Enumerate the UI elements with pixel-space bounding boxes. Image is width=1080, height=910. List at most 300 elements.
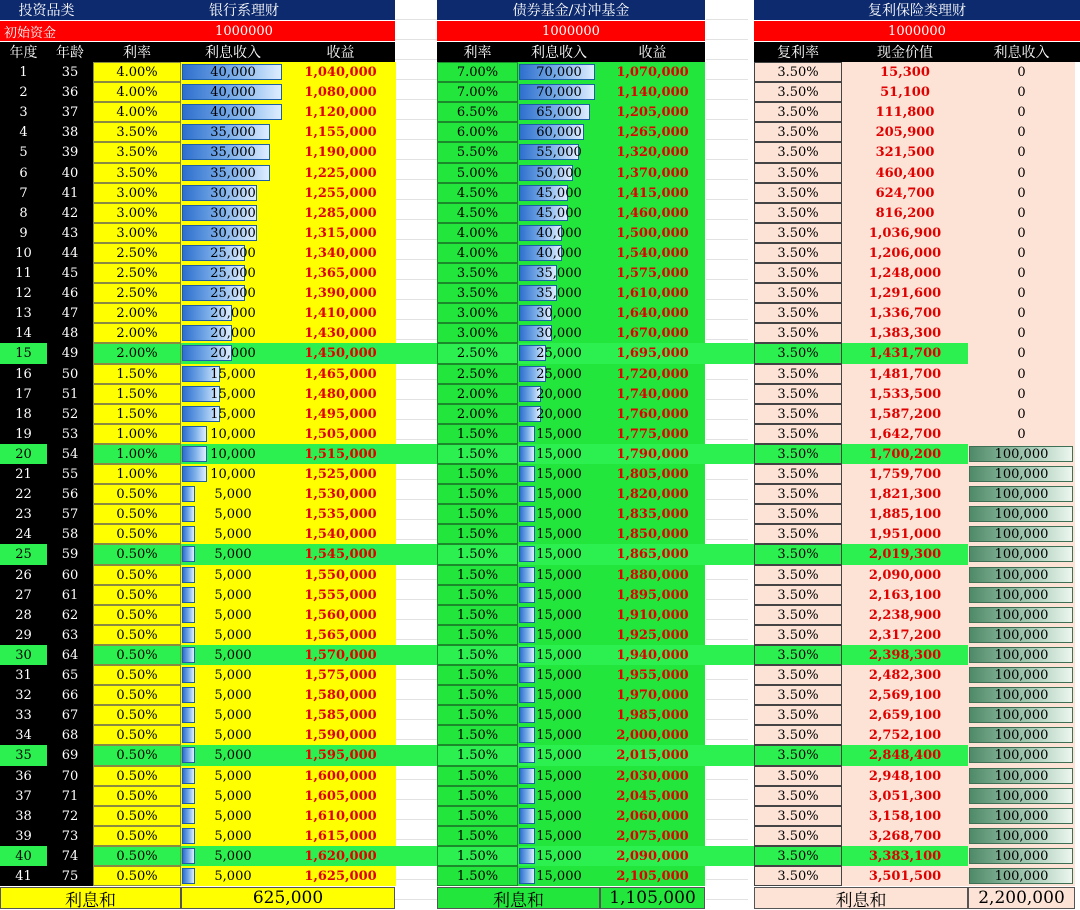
col-bank-rate[interactable] xyxy=(93,42,181,62)
ins-rate-cell[interactable] xyxy=(754,183,842,203)
bank-return-cell[interactable] xyxy=(285,283,396,303)
col-bank-interest[interactable] xyxy=(181,42,285,62)
bond-interest-cell[interactable] xyxy=(518,504,600,524)
bond-rate-cell[interactable] xyxy=(437,62,518,82)
ins-interest-cell[interactable] xyxy=(968,142,1075,163)
ins-cash-cell[interactable] xyxy=(842,565,968,585)
bank-rate-cell[interactable] xyxy=(93,524,181,544)
ins-interest-cell[interactable] xyxy=(968,424,1075,444)
ins-interest-cell[interactable] xyxy=(968,343,1075,364)
bond-rate-cell[interactable] xyxy=(437,183,518,203)
ins-rate-cell[interactable] xyxy=(754,766,842,786)
bond-return-cell[interactable] xyxy=(600,745,705,766)
ins-cash-cell[interactable] xyxy=(842,62,968,82)
year-cell[interactable] xyxy=(0,223,47,243)
ins-rate-cell[interactable] xyxy=(754,725,842,745)
ins-cash-cell[interactable] xyxy=(842,424,968,444)
age-cell[interactable] xyxy=(47,122,93,142)
bond-interest-cell[interactable] xyxy=(518,464,600,484)
ins-rate-cell[interactable] xyxy=(754,82,842,102)
bank-return-cell[interactable] xyxy=(285,685,396,705)
bond-rate-cell[interactable] xyxy=(437,122,518,142)
ins-interest-cell[interactable] xyxy=(968,364,1075,384)
age-cell[interactable] xyxy=(47,846,93,866)
ins-rate-cell[interactable] xyxy=(754,384,842,404)
bond-interest-cell[interactable] xyxy=(518,384,600,404)
bond-rate-cell[interactable] xyxy=(437,846,518,866)
ins-interest-cell[interactable] xyxy=(968,484,1075,504)
ins-interest-cell[interactable] xyxy=(968,62,1075,82)
bank-rate-cell[interactable] xyxy=(93,585,181,605)
bond-return-cell[interactable] xyxy=(600,384,705,404)
bank-total-value[interactable] xyxy=(181,887,395,909)
bond-interest-cell[interactable] xyxy=(518,142,600,163)
year-cell[interactable] xyxy=(0,444,47,464)
bond-rate-cell[interactable] xyxy=(437,364,518,384)
ins-cash-cell[interactable] xyxy=(842,142,968,163)
ins-cash-cell[interactable] xyxy=(842,444,968,464)
bond-rate-cell[interactable] xyxy=(437,484,518,504)
ins-rate-cell[interactable] xyxy=(754,283,842,303)
year-cell[interactable] xyxy=(0,303,47,323)
category-label[interactable] xyxy=(0,0,93,20)
bank-interest-cell[interactable] xyxy=(181,102,285,122)
bond-interest-cell[interactable] xyxy=(518,826,600,846)
bond-interest-cell[interactable] xyxy=(518,585,600,605)
bank-total-label[interactable] xyxy=(0,887,181,909)
col-bond-rate[interactable] xyxy=(437,42,518,62)
bank-interest-cell[interactable] xyxy=(181,243,285,263)
bond-return-cell[interactable] xyxy=(600,846,705,866)
bank-interest-cell[interactable] xyxy=(181,565,285,585)
bank-return-cell[interactable] xyxy=(285,223,396,243)
age-cell[interactable] xyxy=(47,524,93,544)
bond-return-cell[interactable] xyxy=(600,484,705,504)
ins-interest-cell[interactable] xyxy=(968,223,1075,243)
bond-rate-cell[interactable] xyxy=(437,565,518,585)
bond-rate-cell[interactable] xyxy=(437,665,518,685)
year-cell[interactable] xyxy=(0,605,47,625)
ins-rate-cell[interactable] xyxy=(754,524,842,544)
age-cell[interactable] xyxy=(47,625,93,645)
bond-rate-cell[interactable] xyxy=(437,464,518,484)
bond-interest-cell[interactable] xyxy=(518,404,600,424)
ins-interest-cell[interactable] xyxy=(968,866,1075,886)
bond-return-cell[interactable] xyxy=(600,223,705,243)
bank-interest-cell[interactable] xyxy=(181,283,285,303)
ins-interest-cell[interactable] xyxy=(968,745,1075,766)
bond-interest-cell[interactable] xyxy=(518,806,600,826)
col-age[interactable] xyxy=(47,42,93,62)
bank-rate-cell[interactable] xyxy=(93,444,181,464)
bond-return-cell[interactable] xyxy=(600,665,705,685)
bond-rate-cell[interactable] xyxy=(437,504,518,524)
year-cell[interactable] xyxy=(0,163,47,183)
bond-interest-cell[interactable] xyxy=(518,183,600,203)
ins-cash-cell[interactable] xyxy=(842,625,968,645)
ins-interest-cell[interactable] xyxy=(968,806,1075,826)
bond-return-cell[interactable] xyxy=(600,826,705,846)
bond-title[interactable] xyxy=(437,0,705,20)
ins-cash-cell[interactable] xyxy=(842,786,968,806)
ins-rate-cell[interactable] xyxy=(754,163,842,183)
bank-return-cell[interactable] xyxy=(285,605,396,625)
ins-rate-cell[interactable] xyxy=(754,464,842,484)
ins-interest-cell[interactable] xyxy=(968,283,1075,303)
year-cell[interactable] xyxy=(0,323,47,343)
bank-interest-cell[interactable] xyxy=(181,645,285,665)
bond-rate-cell[interactable] xyxy=(437,645,518,665)
year-cell[interactable] xyxy=(0,82,47,102)
bank-interest-cell[interactable] xyxy=(181,424,285,444)
bond-interest-cell[interactable] xyxy=(518,323,600,343)
year-cell[interactable] xyxy=(0,665,47,685)
ins-cash-cell[interactable] xyxy=(842,705,968,725)
ins-cash-cell[interactable] xyxy=(842,122,968,142)
year-cell[interactable] xyxy=(0,866,47,886)
ins-cash-cell[interactable] xyxy=(842,866,968,886)
ins-interest-cell[interactable] xyxy=(968,82,1075,102)
bank-rate-cell[interactable] xyxy=(93,183,181,203)
year-cell[interactable] xyxy=(0,343,47,364)
ins-interest-cell[interactable] xyxy=(968,685,1075,705)
bank-interest-cell[interactable] xyxy=(181,263,285,283)
bank-return-cell[interactable] xyxy=(285,725,396,745)
age-cell[interactable] xyxy=(47,605,93,625)
bond-interest-cell[interactable] xyxy=(518,484,600,504)
ins-cash-cell[interactable] xyxy=(842,343,968,364)
bond-return-cell[interactable] xyxy=(600,404,705,424)
bond-rate-cell[interactable] xyxy=(437,444,518,464)
bond-interest-cell[interactable] xyxy=(518,102,600,122)
age-cell[interactable] xyxy=(47,565,93,585)
bond-rate-cell[interactable] xyxy=(437,424,518,444)
ins-interest-cell[interactable] xyxy=(968,826,1075,846)
bond-return-cell[interactable] xyxy=(600,806,705,826)
bank-return-cell[interactable] xyxy=(285,303,396,323)
bank-return-cell[interactable] xyxy=(285,183,396,203)
ins-interest-cell[interactable] xyxy=(968,464,1075,484)
ins-interest-cell[interactable] xyxy=(968,323,1075,343)
bond-return-cell[interactable] xyxy=(600,364,705,384)
year-cell[interactable] xyxy=(0,705,47,725)
ins-cash-cell[interactable] xyxy=(842,745,968,766)
ins-interest-cell[interactable] xyxy=(968,122,1075,142)
age-cell[interactable] xyxy=(47,323,93,343)
bank-interest-cell[interactable] xyxy=(181,745,285,766)
bond-interest-cell[interactable] xyxy=(518,283,600,303)
age-cell[interactable] xyxy=(47,866,93,886)
ins-cash-cell[interactable] xyxy=(842,605,968,625)
bank-return-cell[interactable] xyxy=(285,122,396,142)
ins-rate-cell[interactable] xyxy=(754,62,842,82)
col-ins-cash-value[interactable] xyxy=(842,42,968,62)
bond-interest-cell[interactable] xyxy=(518,786,600,806)
col-year[interactable] xyxy=(0,42,47,62)
bank-return-cell[interactable] xyxy=(285,464,396,484)
bond-return-cell[interactable] xyxy=(600,504,705,524)
bank-return-cell[interactable] xyxy=(285,384,396,404)
ins-cash-cell[interactable] xyxy=(842,826,968,846)
age-cell[interactable] xyxy=(47,62,93,82)
bond-interest-cell[interactable] xyxy=(518,846,600,866)
bond-return-cell[interactable] xyxy=(600,243,705,263)
bond-interest-cell[interactable] xyxy=(518,544,600,565)
ins-interest-cell[interactable] xyxy=(968,524,1075,544)
age-cell[interactable] xyxy=(47,806,93,826)
year-cell[interactable] xyxy=(0,806,47,826)
ins-cash-cell[interactable] xyxy=(842,846,968,866)
ins-rate-cell[interactable] xyxy=(754,504,842,524)
bank-return-cell[interactable] xyxy=(285,745,396,766)
bank-interest-cell[interactable] xyxy=(181,223,285,243)
bank-interest-cell[interactable] xyxy=(181,725,285,745)
bank-return-cell[interactable] xyxy=(285,625,396,645)
bank-rate-cell[interactable] xyxy=(93,665,181,685)
bank-interest-cell[interactable] xyxy=(181,464,285,484)
bond-interest-cell[interactable] xyxy=(518,685,600,705)
ins-interest-cell[interactable] xyxy=(968,766,1075,786)
initial-capital-label[interactable] xyxy=(0,21,93,41)
ins-cash-cell[interactable] xyxy=(842,82,968,102)
bank-return-cell[interactable] xyxy=(285,82,396,102)
ins-cash-cell[interactable] xyxy=(842,725,968,745)
bond-rate-cell[interactable] xyxy=(437,745,518,766)
ins-cash-cell[interactable] xyxy=(842,524,968,544)
ins-rate-cell[interactable] xyxy=(754,565,842,585)
ins-cash-cell[interactable] xyxy=(842,665,968,685)
year-cell[interactable] xyxy=(0,283,47,303)
bond-rate-cell[interactable] xyxy=(437,766,518,786)
bank-return-cell[interactable] xyxy=(285,243,396,263)
ins-total-label[interactable] xyxy=(754,887,968,909)
bank-return-cell[interactable] xyxy=(285,404,396,424)
ins-rate-cell[interactable] xyxy=(754,263,842,283)
bond-rate-cell[interactable] xyxy=(437,283,518,303)
bank-rate-cell[interactable] xyxy=(93,846,181,866)
ins-rate-cell[interactable] xyxy=(754,585,842,605)
bank-return-cell[interactable] xyxy=(285,585,396,605)
bond-rate-cell[interactable] xyxy=(437,384,518,404)
bond-return-cell[interactable] xyxy=(600,605,705,625)
year-cell[interactable] xyxy=(0,62,47,82)
year-cell[interactable] xyxy=(0,544,47,565)
bank-return-cell[interactable] xyxy=(285,826,396,846)
ins-interest-cell[interactable] xyxy=(968,585,1075,605)
bond-return-cell[interactable] xyxy=(600,524,705,544)
age-cell[interactable] xyxy=(47,544,93,565)
bank-rate-cell[interactable] xyxy=(93,544,181,565)
bond-rate-cell[interactable] xyxy=(437,806,518,826)
ins-cash-cell[interactable] xyxy=(842,283,968,303)
bond-return-cell[interactable] xyxy=(600,183,705,203)
bank-interest-cell[interactable] xyxy=(181,183,285,203)
bank-interest-cell[interactable] xyxy=(181,484,285,504)
ins-cash-cell[interactable] xyxy=(842,102,968,122)
ins-interest-cell[interactable] xyxy=(968,303,1075,323)
bond-rate-cell[interactable] xyxy=(437,223,518,243)
bond-rate-cell[interactable] xyxy=(437,544,518,565)
bond-return-cell[interactable] xyxy=(600,424,705,444)
ins-rate-cell[interactable] xyxy=(754,444,842,464)
ins-rate-cell[interactable] xyxy=(754,404,842,424)
bond-return-cell[interactable] xyxy=(600,705,705,725)
ins-total-value[interactable] xyxy=(968,887,1075,909)
bond-interest-cell[interactable] xyxy=(518,866,600,886)
bond-return-cell[interactable] xyxy=(600,544,705,565)
bond-rate-cell[interactable] xyxy=(437,263,518,283)
year-cell[interactable] xyxy=(0,263,47,283)
ins-rate-cell[interactable] xyxy=(754,343,842,364)
ins-cash-cell[interactable] xyxy=(842,806,968,826)
age-cell[interactable] xyxy=(47,82,93,102)
age-cell[interactable] xyxy=(47,142,93,163)
bank-interest-cell[interactable] xyxy=(181,585,285,605)
bond-capital[interactable] xyxy=(437,21,705,41)
ins-cash-cell[interactable] xyxy=(842,645,968,665)
bond-interest-cell[interactable] xyxy=(518,82,600,102)
bond-rate-cell[interactable] xyxy=(437,303,518,323)
ins-interest-cell[interactable] xyxy=(968,705,1075,725)
bank-rate-cell[interactable] xyxy=(93,263,181,283)
ins-rate-cell[interactable] xyxy=(754,142,842,163)
bond-rate-cell[interactable] xyxy=(437,243,518,263)
bond-interest-cell[interactable] xyxy=(518,524,600,544)
bond-interest-cell[interactable] xyxy=(518,605,600,625)
year-cell[interactable] xyxy=(0,122,47,142)
bank-interest-cell[interactable] xyxy=(181,203,285,223)
age-cell[interactable] xyxy=(47,504,93,524)
insurance-title[interactable] xyxy=(754,0,1080,20)
bank-rate-cell[interactable] xyxy=(93,283,181,303)
ins-cash-cell[interactable] xyxy=(842,163,968,183)
bond-rate-cell[interactable] xyxy=(437,82,518,102)
age-cell[interactable] xyxy=(47,645,93,665)
bank-return-cell[interactable] xyxy=(285,504,396,524)
bond-rate-cell[interactable] xyxy=(437,705,518,725)
bond-rate-cell[interactable] xyxy=(437,826,518,846)
age-cell[interactable] xyxy=(47,223,93,243)
bank-interest-cell[interactable] xyxy=(181,504,285,524)
age-cell[interactable] xyxy=(47,766,93,786)
ins-rate-cell[interactable] xyxy=(754,203,842,223)
bond-return-cell[interactable] xyxy=(600,323,705,343)
bond-interest-cell[interactable] xyxy=(518,163,600,183)
bank-return-cell[interactable] xyxy=(285,323,396,343)
bank-return-cell[interactable] xyxy=(285,142,396,163)
ins-interest-cell[interactable] xyxy=(968,725,1075,745)
col-ins-rate[interactable] xyxy=(754,42,842,62)
year-cell[interactable] xyxy=(0,404,47,424)
ins-rate-cell[interactable] xyxy=(754,786,842,806)
ins-interest-cell[interactable] xyxy=(968,625,1075,645)
bank-return-cell[interactable] xyxy=(285,705,396,725)
ins-rate-cell[interactable] xyxy=(754,846,842,866)
year-cell[interactable] xyxy=(0,243,47,263)
ins-rate-cell[interactable] xyxy=(754,484,842,504)
bank-interest-cell[interactable] xyxy=(181,384,285,404)
bond-return-cell[interactable] xyxy=(600,645,705,665)
bank-interest-cell[interactable] xyxy=(181,62,285,82)
bank-rate-cell[interactable] xyxy=(93,343,181,364)
bond-rate-cell[interactable] xyxy=(437,203,518,223)
bond-rate-cell[interactable] xyxy=(437,163,518,183)
bank-rate-cell[interactable] xyxy=(93,786,181,806)
ins-rate-cell[interactable] xyxy=(754,806,842,826)
year-cell[interactable] xyxy=(0,484,47,504)
bond-total-value[interactable] xyxy=(600,887,705,909)
bank-return-cell[interactable] xyxy=(285,524,396,544)
bond-rate-cell[interactable] xyxy=(437,866,518,886)
bank-rate-cell[interactable] xyxy=(93,303,181,323)
ins-rate-cell[interactable] xyxy=(754,243,842,263)
bank-capital[interactable] xyxy=(93,21,395,41)
ins-rate-cell[interactable] xyxy=(754,303,842,323)
ins-interest-cell[interactable] xyxy=(968,263,1075,283)
bank-rate-cell[interactable] xyxy=(93,625,181,645)
year-cell[interactable] xyxy=(0,142,47,163)
bond-interest-cell[interactable] xyxy=(518,203,600,223)
bank-return-cell[interactable] xyxy=(285,444,396,464)
ins-interest-cell[interactable] xyxy=(968,183,1075,203)
year-cell[interactable] xyxy=(0,745,47,766)
bank-rate-cell[interactable] xyxy=(93,102,181,122)
bank-interest-cell[interactable] xyxy=(181,605,285,625)
bank-interest-cell[interactable] xyxy=(181,122,285,142)
bank-return-cell[interactable] xyxy=(285,484,396,504)
ins-interest-cell[interactable] xyxy=(968,665,1075,685)
bond-interest-cell[interactable] xyxy=(518,625,600,645)
bank-return-cell[interactable] xyxy=(285,866,396,886)
ins-rate-cell[interactable] xyxy=(754,323,842,343)
ins-rate-cell[interactable] xyxy=(754,705,842,725)
bank-interest-cell[interactable] xyxy=(181,323,285,343)
age-cell[interactable] xyxy=(47,745,93,766)
age-cell[interactable] xyxy=(47,263,93,283)
year-cell[interactable] xyxy=(0,625,47,645)
bank-return-cell[interactable] xyxy=(285,766,396,786)
ins-rate-cell[interactable] xyxy=(754,122,842,142)
bank-rate-cell[interactable] xyxy=(93,223,181,243)
col-ins-interest[interactable] xyxy=(968,42,1075,62)
bond-interest-cell[interactable] xyxy=(518,725,600,745)
ins-interest-cell[interactable] xyxy=(968,163,1075,183)
bank-return-cell[interactable] xyxy=(285,665,396,685)
bond-rate-cell[interactable] xyxy=(437,625,518,645)
ins-cash-cell[interactable] xyxy=(842,203,968,223)
year-cell[interactable] xyxy=(0,725,47,745)
bank-rate-cell[interactable] xyxy=(93,82,181,102)
bank-interest-cell[interactable] xyxy=(181,524,285,544)
bond-interest-cell[interactable] xyxy=(518,705,600,725)
ins-cash-cell[interactable] xyxy=(842,404,968,424)
ins-cash-cell[interactable] xyxy=(842,223,968,243)
age-cell[interactable] xyxy=(47,203,93,223)
ins-interest-cell[interactable] xyxy=(968,846,1075,866)
ins-interest-cell[interactable] xyxy=(968,102,1075,122)
bank-interest-cell[interactable] xyxy=(181,625,285,645)
bank-rate-cell[interactable] xyxy=(93,725,181,745)
bond-interest-cell[interactable] xyxy=(518,303,600,323)
ins-rate-cell[interactable] xyxy=(754,625,842,645)
ins-rate-cell[interactable] xyxy=(754,645,842,665)
bond-rate-cell[interactable] xyxy=(437,102,518,122)
bank-interest-cell[interactable] xyxy=(181,544,285,565)
age-cell[interactable] xyxy=(47,364,93,384)
ins-rate-cell[interactable] xyxy=(754,685,842,705)
ins-rate-cell[interactable] xyxy=(754,544,842,565)
bank-return-cell[interactable] xyxy=(285,544,396,565)
